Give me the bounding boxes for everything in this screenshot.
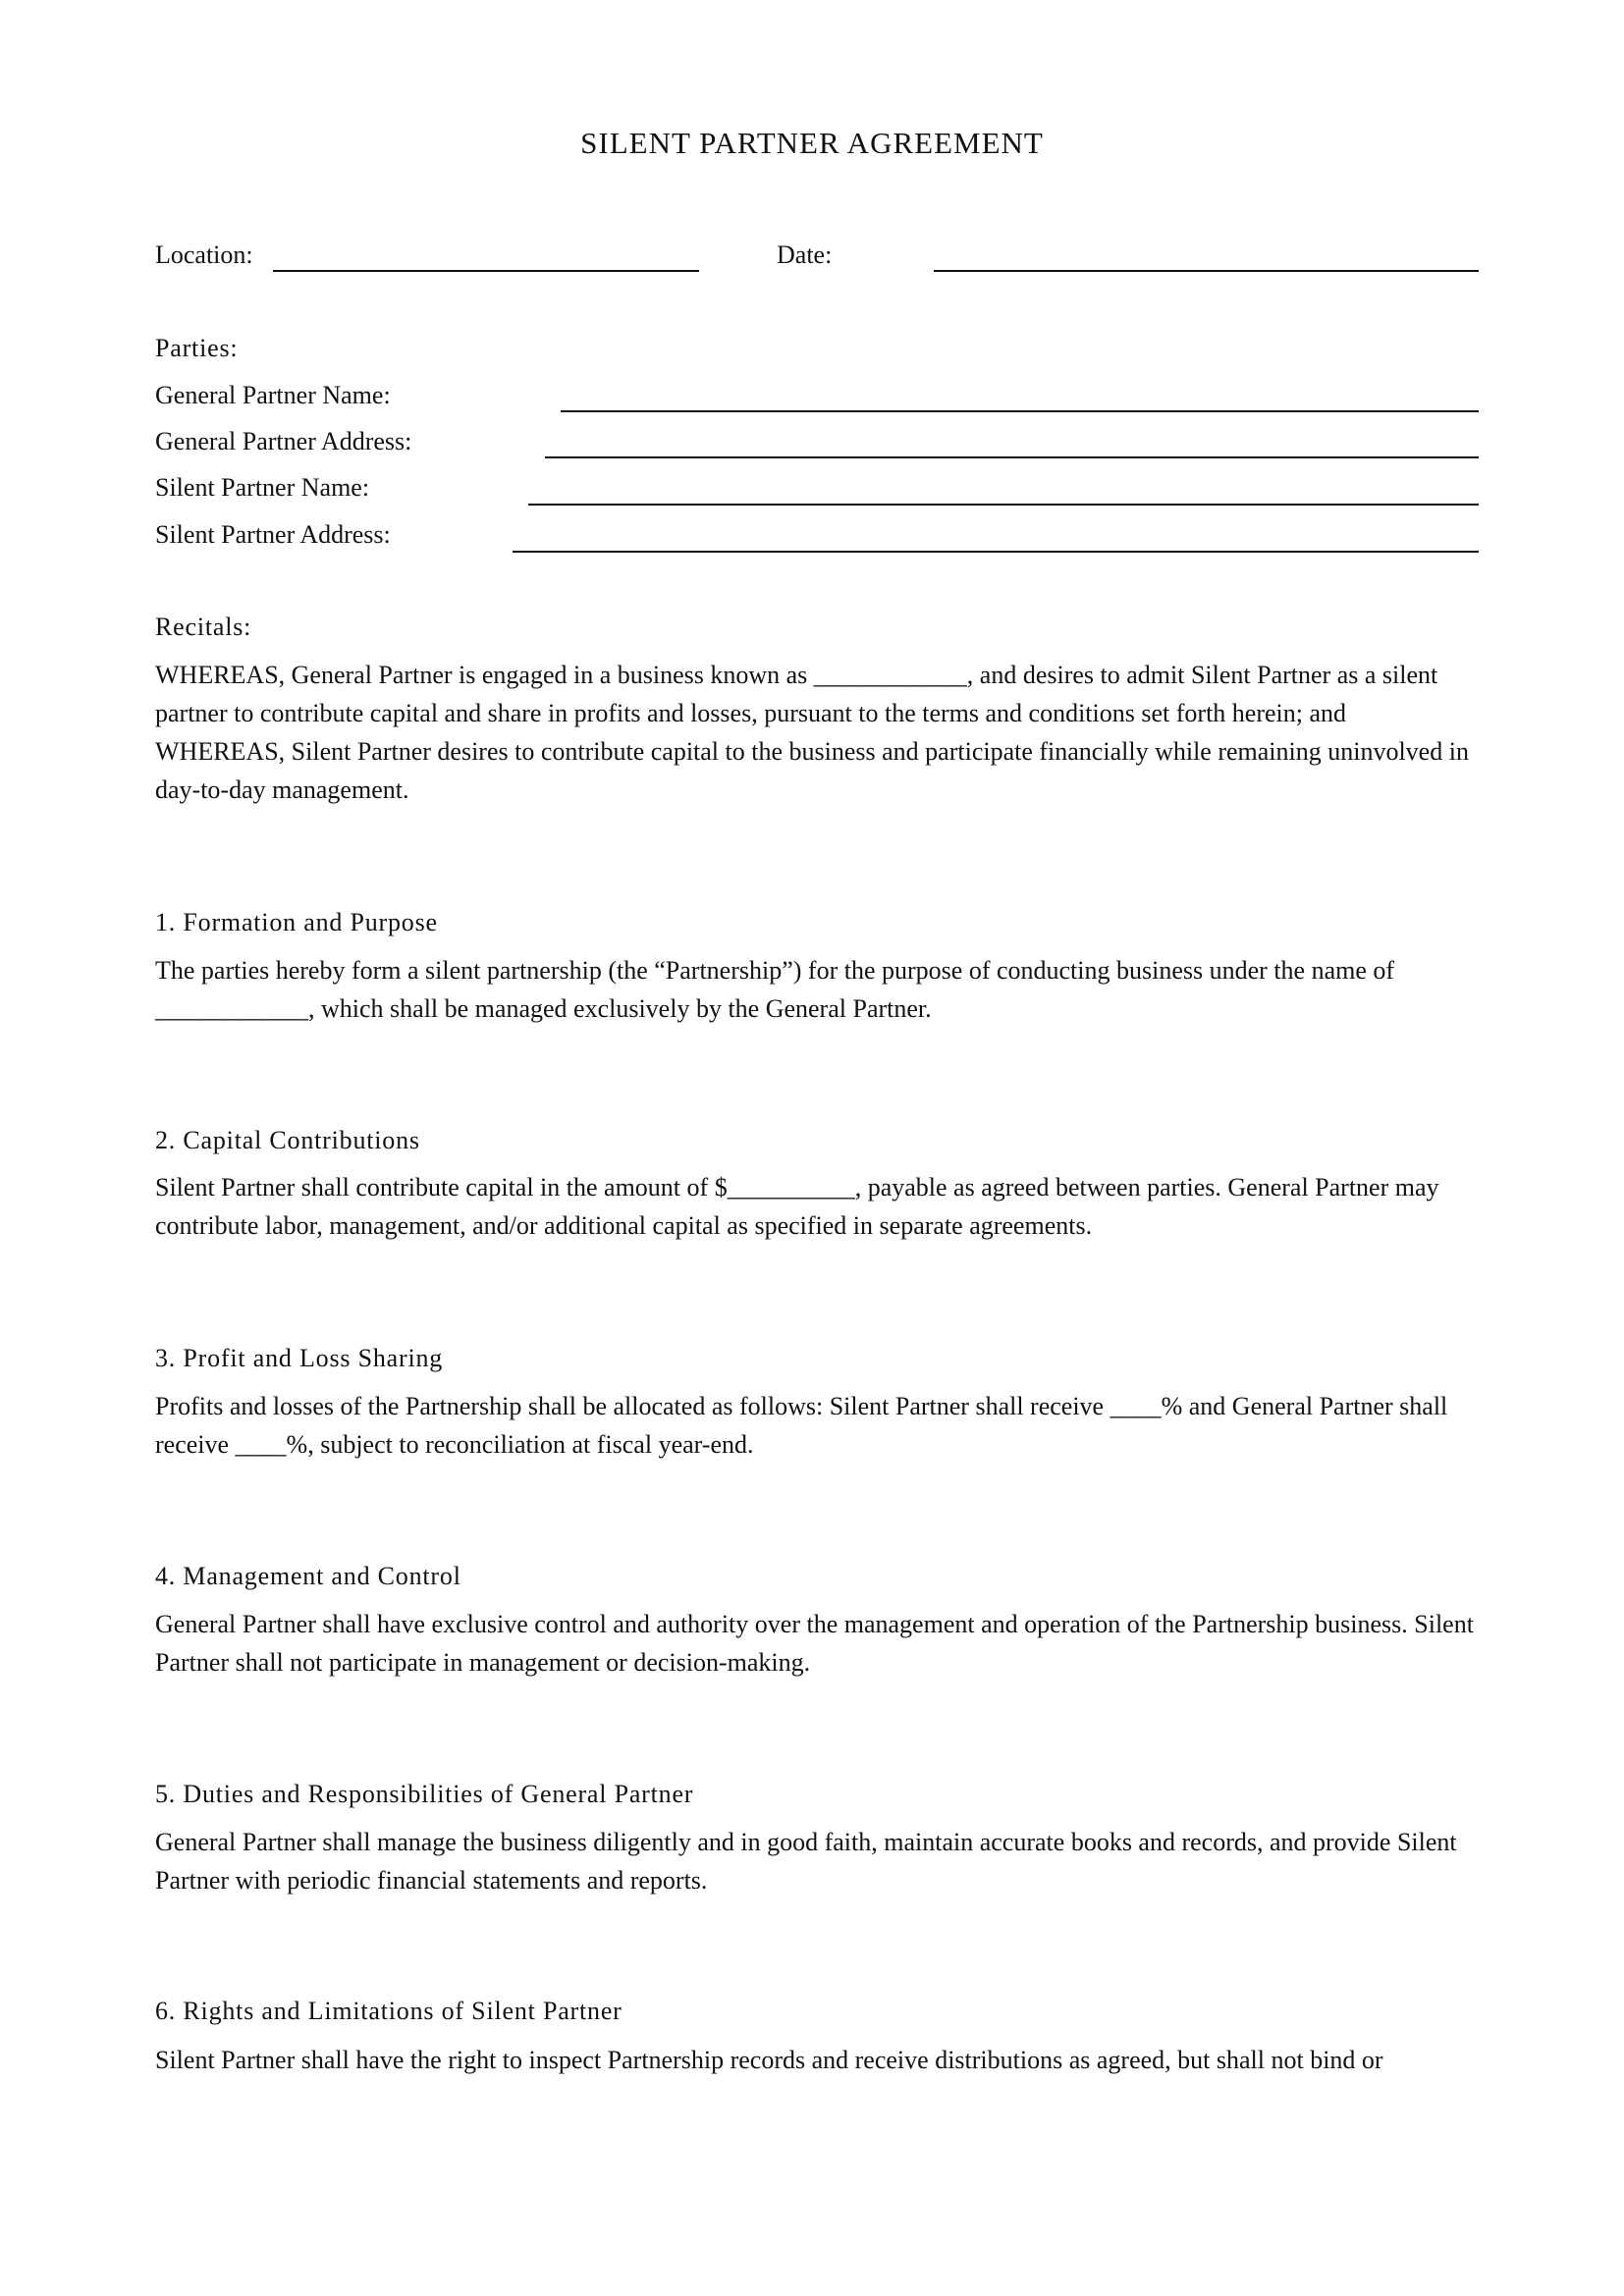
recitals-heading: Recitals: xyxy=(155,613,252,641)
date-field-line[interactable] xyxy=(934,270,1479,272)
recitals-text: WHEREAS, General Partner is engaged in a business known as ____________, and desires to admit Silent Partner as a silent partner to contribute capital and share in profits and losses, pursuant to the terms and conditions set forth herein; and WHEREAS, Silent Partner desires to contribute capital to the business and participate financially while remaining uninvolved in day-to-day management. xyxy=(155,661,1469,804)
silent-partner-address-field-line[interactable] xyxy=(513,551,1479,553)
parties-heading: Parties: xyxy=(155,334,239,362)
general-partner-address-label: General Partner Address: xyxy=(155,427,412,455)
section-4-text: General Partner shall have exclusive control and authority over the management and operation of the Partnership business. Silent Partner shall not participate in management or decision-making. xyxy=(155,1610,1474,1677)
location-label: Location: xyxy=(155,240,253,269)
document-title: SILENT PARTNER AGREEMENT xyxy=(580,126,1044,160)
section-6-heading: 6. Rights and Limitations of Silent Partner xyxy=(155,1997,623,2025)
section-2-text: Silent Partner shall contribute capital in the amount of $__________, payable as agreed between parties. General Partner may contribute labor, management, and/or additional capital as specified in separate agreements. xyxy=(155,1173,1439,1240)
silent-partner-address-label: Silent Partner Address: xyxy=(155,520,391,549)
date-label: Date: xyxy=(777,240,833,269)
general-partner-name-label: General Partner Name: xyxy=(155,381,391,409)
section-3-heading: 3. Profit and Loss Sharing xyxy=(155,1344,444,1372)
section-2-heading: 2. Capital Contributions xyxy=(155,1126,420,1154)
section-1-text: The parties hereby form a silent partnership (the “Partnership”) for the purpose of conducting business under the name of ____________, which shall be managed exclusively by the General Partner. xyxy=(155,956,1395,1023)
section-6-text: Silent Partner shall have the right to inspect Partnership records and receive distributions as agreed, but shall not bind or xyxy=(155,2046,1383,2074)
general-partner-name-field-line[interactable] xyxy=(561,410,1479,412)
general-partner-address-field-line[interactable] xyxy=(545,456,1479,458)
silent-partner-name-label: Silent Partner Name: xyxy=(155,473,370,502)
section-3-text: Profits and losses of the Partnership shall be allocated as follows: Silent Partner shall receive ____% and General Partner shall receive ____%, subject to reconciliation at fiscal year-end. xyxy=(155,1392,1448,1459)
section-4-heading: 4. Management and Control xyxy=(155,1562,461,1590)
section-5-text: General Partner shall manage the business diligently and in good faith, maintain accurate books and records, and provide Silent Partner with periodic financial statements and reports. xyxy=(155,1828,1457,1895)
silent-partner-name-field-line[interactable] xyxy=(528,504,1479,506)
location-field-line[interactable] xyxy=(273,270,699,272)
section-5-heading: 5. Duties and Responsibilities of General Partner xyxy=(155,1780,694,1808)
section-1-heading: 1. Formation and Purpose xyxy=(155,908,438,936)
